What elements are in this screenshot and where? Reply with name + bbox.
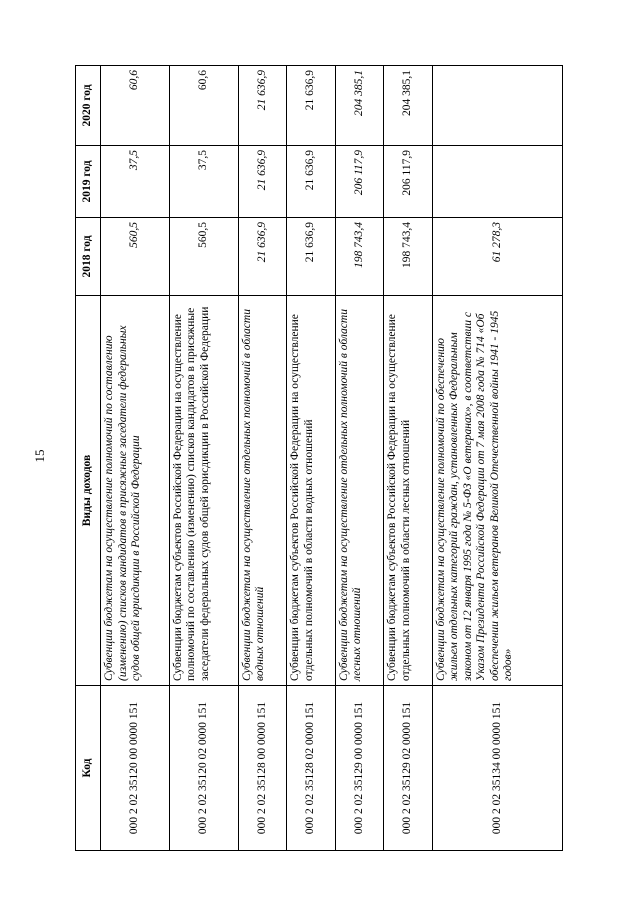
table-row: [384, 65, 432, 850]
cell-year-2020: 60,6: [169, 65, 238, 145]
table-row: [169, 65, 238, 850]
cell-code: 000 2 02 35120 02 0000 151: [169, 685, 238, 850]
cell-year-2019: 37,5: [101, 145, 170, 217]
table-row: [238, 65, 286, 850]
cell-year-2019: [432, 145, 562, 217]
cell-year-2020: 21 636,9: [238, 65, 286, 145]
cell-revenue-type: Субвенции бюджетам на осуществление полномочий по составлению (изменению) списков кандидатов в присяжные заседатели федеральных судов общей юрисдикции в Российской Федерации: [101, 295, 170, 685]
cell-year-2020: 60,6: [101, 65, 170, 145]
header-year-2020: 2020 год: [76, 65, 101, 145]
cell-year-2018: 21 636,9: [238, 217, 286, 295]
page-number: 15: [32, 449, 47, 463]
cell-year-2018: 198 743,4: [335, 217, 383, 295]
table-body: [101, 65, 563, 850]
table-row: [101, 65, 170, 850]
cell-year-2018: 560,5: [101, 217, 170, 295]
table-row: [287, 65, 335, 850]
cell-year-2018: 21 636,9: [287, 217, 335, 295]
cell-year-2020: [432, 65, 562, 145]
cell-year-2019: 21 636,9: [287, 145, 335, 217]
header-year-2019: 2019 год: [76, 145, 101, 217]
cell-revenue-type: Субвенции бюджетам субъектов Российской Федерации на осуществление отдельных полномочий в области лесных отношений: [384, 295, 432, 685]
cell-code: 000 2 02 35128 00 0000 151: [238, 685, 286, 850]
table-header-row: [76, 65, 101, 850]
cell-year-2019: 206 117,9: [384, 145, 432, 217]
cell-revenue-type: Субвенции бюджетам субъектов Российской Федерации на осуществление отдельных полномочий в области водных отношений: [287, 295, 335, 685]
cell-code: 000 2 02 35128 02 0000 151: [287, 685, 335, 850]
table-row: [335, 65, 383, 850]
cell-code: 000 2 02 35134 00 0000 151: [432, 685, 562, 850]
cell-year-2018: 560,5: [169, 217, 238, 295]
cell-revenue-type: Субвенции бюджетам субъектов Российской Федерации на осуществление полномочий по составлению (изменению) списков кандидатов в присяжные заседатели федеральных судов общей юрисдикции в Российской Федерации: [169, 295, 238, 685]
header-revenue-type: Виды доходов: [76, 295, 101, 685]
cell-code: 000 2 02 35129 00 0000 151: [335, 685, 383, 850]
cell-year-2018: 61 278,3: [432, 217, 562, 295]
cell-revenue-type: Субвенции бюджетам на осуществление отдельных полномочий в области лесных отношений: [335, 295, 383, 685]
cell-year-2018: 198 743,4: [384, 217, 432, 295]
cell-code: 000 2 02 35120 00 0000 151: [101, 685, 170, 850]
cell-code: 000 2 02 35129 02 0000 151: [384, 685, 432, 850]
cell-year-2019: 206 117,9: [335, 145, 383, 217]
cell-year-2020: 204 385,1: [335, 65, 383, 145]
cell-year-2019: 37,5: [169, 145, 238, 217]
table-container: [75, 65, 563, 850]
cell-year-2019: 21 636,9: [238, 145, 286, 217]
table-row: [432, 65, 562, 850]
cell-revenue-type: Субвенции бюджетам на осуществление отдельных полномочий в области водных отношений: [238, 295, 286, 685]
revenue-table: [75, 65, 563, 851]
cell-year-2020: 204 385,1: [384, 65, 432, 145]
cell-revenue-type: Субвенции бюджетам на осуществление полномочий по обеспечению жильем отдельных категорий граждан, установленных Федеральным законом от 12 января 1995 года № 5-ФЗ «О ветеранах», в соответствии с Указом Президента Российской Федерации от 7 мая 2008 года № 714 «Об обеспечении жильем ветеранов Великой Отечественной войны 1941 - 1945 годов»: [432, 295, 562, 685]
header-code: Код: [76, 685, 101, 850]
cell-year-2020: 21 636,9: [287, 65, 335, 145]
header-year-2018: 2018 год: [76, 217, 101, 295]
